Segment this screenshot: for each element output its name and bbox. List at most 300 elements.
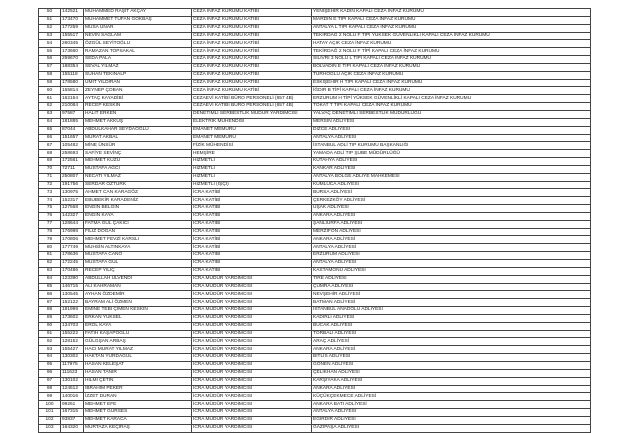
registry-number-cell: 93837 [61,416,84,424]
table-row [39,361,591,369]
registry-number-cell: 177259 [61,24,84,32]
job-title-cell: CEZA İNFAZ KURUMU KATİBİ [192,56,312,64]
registry-number-cell: 128152 [61,338,84,346]
full-name-cell: ENGİN KAYA [84,212,192,220]
row-number-cell: 56 [39,56,61,64]
institution-cell: EĞİRDİR ADLİYESİ [312,416,591,424]
table-row [39,40,591,48]
full-name-cell: SEDA PALA [84,56,192,64]
table-row [39,322,591,330]
full-name-cell: İBRAHİM PEKER [84,385,192,393]
job-title-cell: İCRA MÜDÜR YARDIMCISI [192,299,312,307]
job-title-cell: CEZAEVİ KATİBİ BÜRO PERSONELİ (657 4B) [192,103,312,111]
full-name-cell: AYTAÇ KAYADİBİ [84,95,192,103]
full-name-cell: EBUBEKİR KARADENİZ [84,197,192,205]
job-title-cell: CEZA İNFAZ KURUMU KATİBİ [192,32,312,40]
job-title-cell: İCRA KATİBİ [192,260,312,268]
table-row [39,228,591,236]
row-number-cell: 79 [39,236,61,244]
registry-number-cell: 250807 [61,173,84,181]
registry-number-cell: 259670 [61,56,84,64]
job-title-cell: İCRA KATİBİ [192,220,312,228]
registry-number-cell: 173602 [61,314,84,322]
full-name-cell: FİLİZ DOĞAN [84,228,192,236]
table-row [39,260,591,268]
row-number-cell: 63 [39,110,61,118]
institution-cell: MERSİN ADLİYESİ [312,118,591,126]
institution-cell: BATMAN ADLİYESİ [312,299,591,307]
institution-cell: ÇERKEZKÖY ADLİYESİ [312,197,591,205]
registry-number-cell: 87044 [61,126,84,134]
row-number-cell: 94 [39,354,61,362]
table-row [39,424,591,432]
job-title-cell: İCRA KATİBİ [192,197,312,205]
full-name-cell: MEHMET AKKUŞ [84,118,192,126]
row-number-cell: 65 [39,126,61,134]
job-title-cell: CEZA İNFAZ KURUMU KATİBİ [192,48,312,56]
institution-cell: HATAY AÇIK CEZA İNFAZ KURUMU [312,40,591,48]
institution-cell: ŞANLIURFA ADLİYESİ [312,220,591,228]
row-number-cell: 86 [39,291,61,299]
full-name-cell: FATİH KAŞAPOĞLU [84,330,192,338]
registry-number-cell: 130302 [61,354,84,362]
table-row [39,189,591,197]
table-row [39,393,591,401]
row-number-cell: 97 [39,377,61,385]
table-row [39,385,591,393]
institution-cell: KASTAMONU ADLİYESİ [312,267,591,275]
row-number-cell: 71 [39,173,61,181]
full-name-cell: ERKAN YÜKSEL [84,314,192,322]
job-title-cell: İCRA KATİBİ [192,267,312,275]
job-title-cell: İCRA MÜDÜR YARDIMCISI [192,283,312,291]
row-number-cell: 67 [39,142,61,150]
job-title-cell: İCRA KATİBİ [192,252,312,260]
registry-number-cell: 128644 [61,220,84,228]
table-row [39,330,591,338]
registry-number-cell: 130102 [61,377,84,385]
institution-cell: MARDİN E TİPİ KAPALI CEZA İNFAZ KURUMU [312,16,591,24]
registry-number-cell: 155427 [61,346,84,354]
full-name-cell: NEVİN SAĞLAM [84,32,192,40]
registry-number-cell: 142327 [61,212,84,220]
registry-number-cell: 105482 [61,142,84,150]
table-row [39,377,591,385]
row-number-cell: 83 [39,267,61,275]
job-title-cell: İCRA MÜDÜR YARDIMCISI [192,393,312,401]
job-title-cell: HİZMETLİ [192,165,312,173]
registry-number-cell: 72711 [61,165,84,173]
row-number-cell: 74 [39,197,61,205]
institution-cell: YENİŞEHİR KADIN KAPALI CEZA İNFAZ KURUMU [312,9,591,17]
row-number-cell: 76 [39,212,61,220]
full-name-cell: RECEP KESKİN [84,103,192,111]
institution-cell: MERZİFON ADLİYESİ [312,228,591,236]
row-number-cell: 84 [39,275,61,283]
full-name-cell: MEHMET KUZU [84,158,192,166]
job-title-cell: İCRA MÜDÜR YARDIMCISI [192,330,312,338]
registry-number-cell: 146715 [61,283,84,291]
table-row [39,267,591,275]
institution-cell: BURSA ADLİYESİ [312,189,591,197]
full-name-cell: İZZET DURAN [84,393,192,401]
full-name-cell: MUHAMMED RAŞİT AKÇAY [84,9,192,17]
job-title-cell: CEZA İNFAZ KURUMU KATİBİ [192,16,312,24]
full-name-cell: AHMET CAN KARAGÖZ [84,189,192,197]
institution-cell: KANKAR ADLİYESİ [312,165,591,173]
row-number-cell: 98 [39,385,61,393]
row-number-cell: 102 [39,416,61,424]
institution-cell: ANTALYA ADLİYESİ [312,409,591,417]
row-number-cell: 68 [39,150,61,158]
institution-cell: İSTANBUL ANADOLU ADLİYESİ [312,307,591,315]
table-row [39,409,591,417]
job-title-cell: İCRA MÜDÜR YARDIMCISI [192,322,312,330]
institution-cell: KADIRLI ADLİYESİ [312,314,591,322]
registry-number-cell: 210084 [61,103,84,111]
row-number-cell: 82 [39,260,61,268]
full-name-cell: MEHMET EFE [84,401,192,409]
row-number-cell: 89 [39,314,61,322]
table-row [39,369,591,377]
institution-cell: KÜÇÜKÇEKMECE ADLİYESİ [312,393,591,401]
full-name-cell: SEVAL YILMAZ [84,63,192,71]
full-name-cell: SÜHAN TEKİNALP [84,71,192,79]
row-number-cell: 87 [39,299,61,307]
row-number-cell: 60 [39,87,61,95]
row-number-cell: 61 [39,95,61,103]
row-number-cell: 52 [39,24,61,32]
job-title-cell: FİZİK MÜHENDİSİ [192,142,312,150]
registry-number-cell: 260345 [61,40,84,48]
registry-number-cell: 172561 [61,158,84,166]
table-row [39,197,591,205]
table-row [39,314,591,322]
institution-cell: ANKARA ADLİYESİ [312,236,591,244]
registry-number-cell: 152317 [61,197,84,205]
full-name-cell: MEHMET GÜRSES [84,409,192,417]
registry-number-cell: 162154 [61,95,84,103]
table-row [39,103,591,111]
full-name-cell: BAYRAM ALİ ÖZMEN [84,299,192,307]
job-title-cell: İCRA MÜDÜR YARDIMCISI [192,307,312,315]
row-number-cell: 77 [39,220,61,228]
full-name-cell: RAMAZAN TOPSAKAL [84,48,192,56]
registry-number-cell: 111623 [61,369,84,377]
job-title-cell: İCRA MÜDÜR YARDIMCISI [192,377,312,385]
registry-number-cell: 164320 [61,424,84,432]
full-name-cell: ÖZGÜL SEYİTOĞLU [84,40,192,48]
registry-number-cell: 173470 [61,16,84,24]
registry-number-cell: 142521 [61,9,84,17]
institution-cell: İSTANBUL ADLİ TIP KURUMU BAŞKANLIĞI [312,142,591,150]
full-name-cell: HASAN KELEŞAT [84,361,192,369]
institution-cell: ANTALYA BÖLGE ADLİYE MAHKEMESİ [312,173,591,181]
table-row [39,87,591,95]
registry-number-cell: 173660 [61,48,84,56]
full-name-cell: ABDULKAHAR SEYDAOĞLU [84,126,192,134]
job-title-cell: İCRA MÜDÜR YARDIMCISI [192,424,312,432]
institution-cell: ANKARA ADLİYESİ [312,346,591,354]
full-name-cell: MİNE ÜNSÜR [84,142,192,150]
registry-number-cell: 188354 [61,63,84,71]
table-row [39,71,591,79]
registry-number-cell: 134703 [61,322,84,330]
institution-cell: ÇELİKHAN ADLİYESİ [312,369,591,377]
row-number-cell: 70 [39,165,61,173]
job-title-cell: İCRA MÜDÜR YARDIMCISI [192,346,312,354]
full-name-cell: HASAN TANIR [84,369,192,377]
table-row [39,56,591,64]
full-name-cell: NECATİ YILMAZ [84,173,192,181]
table-row [39,244,591,252]
table-row [39,48,591,56]
job-title-cell: İCRA MÜDÜR YARDIMCISI [192,369,312,377]
institution-cell: GÖNEN ADLİYESİ [312,361,591,369]
registry-number-cell: 151657 [61,134,84,142]
institution-cell: ANTALYA ADLİYESİ [312,244,591,252]
full-name-cell: FATMA GÜL ÇAKICI [84,220,192,228]
job-title-cell: İCRA MÜDÜR YARDIMCISI [192,361,312,369]
row-number-cell: 73 [39,189,61,197]
table-row [39,95,591,103]
table-row [39,9,591,17]
row-number-cell: 96 [39,369,61,377]
table-row [39,252,591,260]
job-title-cell: İCRA MÜDÜR YARDIMCISI [192,354,312,362]
job-title-cell: İCRA KATİBİ [192,205,312,213]
row-number-cell: 99 [39,393,61,401]
full-name-cell: MURTAZA KEÇİRAŞ [84,424,192,432]
full-name-cell: MEHMET FEVZİ KARSLI [84,236,192,244]
row-number-cell: 85 [39,283,61,291]
table-row [39,291,591,299]
job-title-cell: İCRA KATİBİ [192,244,312,252]
job-title-cell: DENETİMLİ SERBESTLİK MÜDÜR YARDIMCISI [192,110,312,118]
institution-cell: ANTALYA ADLİYESİ [312,134,591,142]
institution-cell: TEKİRDAĞ 2 NOLU F TİPİ YÜKSEK GÜVENLİKLİ KAPALI CEZA İNFAZ KURUMU [312,32,591,40]
full-name-cell: GÜLGŞAN ARBAŞ [84,338,192,346]
registry-number-cell: 99261 [61,401,84,409]
row-number-cell: 101 [39,409,61,417]
table-row [39,354,591,362]
job-title-cell: HEMŞİRE [192,150,312,158]
job-title-cell: İCRA KATİBİ [192,212,312,220]
institution-cell: ANKARA ADLİYESİ [312,385,591,393]
registry-number-cell: 170806 [61,236,84,244]
table-row [39,142,591,150]
full-name-cell: HALİT ERKEN [84,110,192,118]
registry-number-cell: 178636 [61,252,84,260]
table-row [39,63,591,71]
institution-cell: ERZURUM H TİPİ YÜKSEK GÜVENLİKLİ KAPALI CEZA İNFAZ KURUMU [312,95,591,103]
institution-cell: BUCAK ADLİYESİ [312,322,591,330]
full-name-cell: EMİNE TEBİ ÇİMEN KESKİN [84,307,192,315]
registry-number-cell: 130975 [61,189,84,197]
table-row [39,307,591,315]
table-row [39,118,591,126]
full-name-cell: MEHMET KARACA [84,416,192,424]
institution-cell: ÇUMRA ADLİYESİ [312,283,591,291]
full-name-cell: ENGİN BELGİN [84,205,192,213]
full-name-cell: MUSTAFA CANO [84,252,192,260]
institution-cell: NEVŞEHİR ADLİYESİ [312,291,591,299]
job-title-cell: İCRA MÜDÜR YARDIMCISI [192,275,312,283]
institution-cell: BOLVADİN E TİPİ KAPALI CEZA İNFAZ KURUMU [312,63,591,71]
full-name-cell: ALİ KAHRAMAN [84,283,192,291]
job-title-cell: İCRA KATİBİ [192,236,312,244]
table-row [39,16,591,24]
row-number-cell: 53 [39,32,61,40]
institution-cell: UŞAK ADLİYESİ [312,205,591,213]
registry-number-cell: 170486 [61,267,84,275]
table-row [39,212,591,220]
row-number-cell: 55 [39,48,61,56]
full-name-cell: MURAT AKBAL [84,134,192,142]
row-number-cell: 75 [39,205,61,213]
registry-number-cell: 127568 [61,205,84,213]
full-name-cell: RECEP YILIÇ [84,267,192,275]
table-row [39,24,591,32]
institution-cell: TURHOĞLU AÇIK CEZA İNFAZ KURUMU [312,71,591,79]
institution-cell: TİRE ADLİYESİ [312,275,591,283]
row-number-cell: 80 [39,244,61,252]
full-name-cell: ZEYNEP ÇOBAN [84,87,192,95]
full-name-cell: AYHAN ÖZDEMİR [84,291,192,299]
registry-number-cell: 130545 [61,291,84,299]
row-number-cell: 92 [39,338,61,346]
table-row [39,275,591,283]
table-row [39,299,591,307]
institution-cell: YALVAÇ DENETİMLİ SERBESTLİK MÜDÜRLÜĞÜ [312,110,591,118]
institution-cell: ANTALYA L TİPİ KAPALI CEZA İNFAZ KURUMU [312,24,591,32]
job-title-cell: ELEKTRİK MÜHENDİSİ [192,118,312,126]
job-title-cell: CEZA İNFAZ KURUMU KATİBİ [192,24,312,32]
registry-number-cell: 181885 [61,118,84,126]
table-row [39,126,591,134]
row-number-cell: 62 [39,103,61,111]
registry-number-cell: 123390 [61,275,84,283]
table-row [39,32,591,40]
job-title-cell: İCRA MÜDÜR YARDIMCISI [192,385,312,393]
row-number-cell: 50 [39,9,61,17]
row-number-cell: 95 [39,361,61,369]
row-number-cell: 88 [39,307,61,315]
registry-number-cell: 97587 [61,110,84,118]
job-title-cell: İCRA KATİBİ [192,189,312,197]
job-title-cell: HİZMETLİ [192,158,312,166]
table-row [39,401,591,409]
registry-number-cell: 176998 [61,228,84,236]
registry-number-cell: 258693 [61,150,84,158]
job-title-cell: İCRA MÜDÜR YARDIMCISI [192,416,312,424]
table-body [39,9,591,433]
table-row [39,165,591,173]
full-name-cell: HAKTAN YURDAGÜL [84,354,192,362]
registry-number-cell: 178580 [61,79,84,87]
job-title-cell: CEZA İNFAZ KURUMU KATİBİ [192,40,312,48]
full-name-cell: MUSTAFA GÜL [84,260,192,268]
table-row [39,338,591,346]
institution-cell: İĞDIR B TİPİ KAPALI CEZA İNFAZ KURUMU [312,87,591,95]
job-title-cell: HİZMETLİ (İŞÇİ) [192,181,312,189]
institution-cell: ARAÇ ADLİYESİ [312,338,591,346]
institution-cell: TORBALI ADLİYESİ [312,330,591,338]
institution-cell: ERZURUM ADLİYESİ [312,252,591,260]
table-row [39,181,591,189]
table-row [39,79,591,87]
job-title-cell: CEZA İNFAZ KURUMU KATİBİ [192,87,312,95]
row-number-cell: 57 [39,63,61,71]
institution-cell: YAMADA ADLİ TIP ŞUBE MÜDÜRLÜĞÜ [312,150,591,158]
institution-cell: TOKAT T TİPİ KAPALI CEZA İNFAZ KURUMU [312,103,591,111]
row-number-cell: 81 [39,252,61,260]
registry-number-cell: 181999 [61,307,84,315]
job-title-cell: İCRA MÜDÜR YARDIMCISI [192,291,312,299]
registry-number-cell: 172245 [61,260,84,268]
row-number-cell: 51 [39,16,61,24]
job-title-cell: İCRA MÜDÜR YARDIMCISI [192,401,312,409]
institution-cell: KARŞIYAKA ADLİYESİ [312,377,591,385]
job-title-cell: İCRA MÜDÜR YARDIMCISI [192,338,312,346]
job-title-cell: İCRA MÜDÜR YARDIMCISI [192,409,312,417]
table-row [39,220,591,228]
registry-number-cell: 124612 [61,385,84,393]
registry-number-cell: 155814 [61,87,84,95]
full-name-cell: MUHAMMET TUFAN GÖKBAŞ [84,16,192,24]
institution-cell: DİZCE ADLİYESİ [312,126,591,134]
row-number-cell: 93 [39,346,61,354]
row-number-cell: 72 [39,181,61,189]
job-title-cell: CEZAEVİ KATİBİ BÜRO PERSONELİ (657 4B) [192,95,312,103]
job-title-cell: CEZA İNFAZ KURUMU KATİBİ [192,63,312,71]
job-title-cell: EMANET MEMURU [192,126,312,134]
institution-cell: TEKİRDAĞ 2 NOLU F TİPİ KAPALI CEZA İNFAZ KURUMU [312,48,591,56]
job-title-cell: CEZA İNFAZ KURUMU KATİBİ [192,79,312,87]
full-name-cell: MUSA ÜNAR [84,24,192,32]
registry-number-cell: 117975 [61,361,84,369]
row-number-cell: 58 [39,71,61,79]
institution-cell: BİTLİS ADLİYESİ [312,354,591,362]
institution-cell: ANKARA BATI ADLİYESİ [312,401,591,409]
row-number-cell: 54 [39,40,61,48]
job-title-cell: HİZMETLİ [192,173,312,181]
job-title-cell: İCRA KATİBİ [192,228,312,236]
job-title-cell: CEZA İNFAZ KURUMU KATİBİ [192,9,312,17]
institution-cell: KUMLUCA ADLİYESİ [312,181,591,189]
row-number-cell: 100 [39,401,61,409]
full-name-cell: SERDAR ÖZTÜRK [84,181,192,189]
row-number-cell: 91 [39,330,61,338]
registry-number-cell: 167315 [61,409,84,417]
table-row [39,150,591,158]
row-number-cell: 78 [39,228,61,236]
registry-number-cell: 140016 [61,393,84,401]
full-name-cell: HİLMİ ÇETİN [84,377,192,385]
personnel-table [38,8,591,433]
registry-number-cell: 177749 [61,244,84,252]
registry-number-cell: 191756 [61,181,84,189]
table-row [39,158,591,166]
table-row [39,134,591,142]
institution-cell: ANKARA ADLİYESİ [312,212,591,220]
row-number-cell: 103 [39,424,61,432]
registry-number-cell: 152122 [61,299,84,307]
table-row [39,346,591,354]
row-number-cell: 90 [39,322,61,330]
table-row [39,236,591,244]
full-name-cell: HACI MURAT YILMAZ [84,346,192,354]
